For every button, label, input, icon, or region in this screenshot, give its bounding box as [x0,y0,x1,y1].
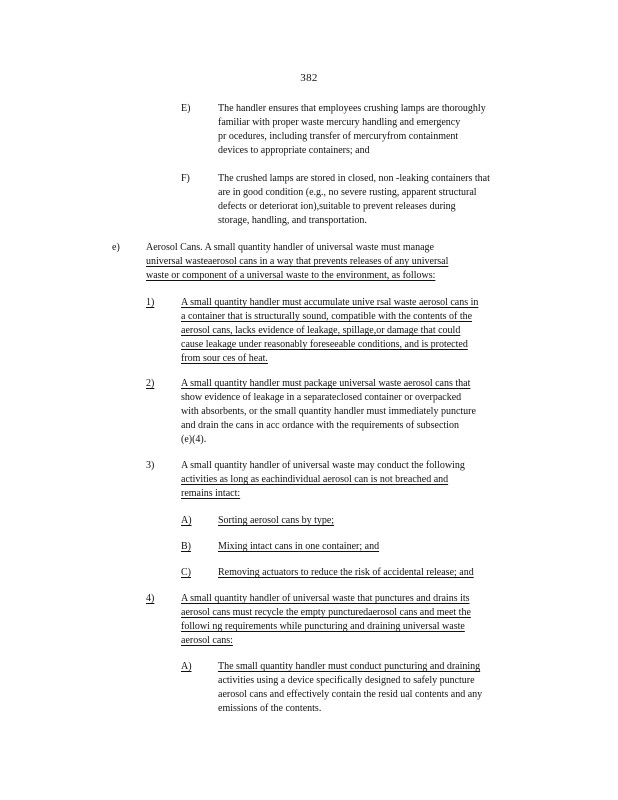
text-line: familiar with proper waste mercury handling and emergency [218,117,461,128]
subsection-e2-text [181,377,531,447]
text-line: aerosol cans must recycle the empty puncturedaerosol cans and meet the [181,607,471,618]
subsection-e4-A-text [218,660,530,716]
text-line: pr ocedures, including transfer of mercuryfrom containment [218,131,459,142]
subsection-e3-label: 3) [146,460,155,471]
subsection-F-label: F) [181,173,190,184]
subsection-e3-C-text [218,566,548,580]
text-line: A small quantity handler of universal waste that punctures and drains its [181,593,470,604]
text-line: waste or component of a universal waste to the environment, as follows: [146,270,436,281]
text-line: aerosol cans: [181,635,233,646]
subsection-e3-text [181,459,519,501]
subsection-e3-B-text [218,540,518,554]
text-line: aerosol cans and effectively contain the resid ual contents and any [218,689,483,700]
subsection-e2-label: 2) [146,378,155,389]
subsection-e3-B-label: B) [181,541,191,552]
text-line: The handler ensures that employees crushing lamps are thoroughly [218,103,486,114]
text-line: are in good condition (e.g., no severe rusting, apparent structural [218,187,477,198]
text-line: storage, handling, and transportation. [218,215,367,226]
text-line: followi ng requirements while puncturing and draining universal waste [181,621,465,632]
text-line: (e)(4). [181,434,207,445]
subsection-e3-C-label: C) [181,567,191,578]
subsection-e4-A-label: A) [181,661,192,672]
text-line: a container that is structurally sound, compatible with the contents of the [181,311,473,322]
subsection-e-text [146,241,512,283]
text-line: The crushed lamps are stored in closed, non -leaking containers that [218,173,490,184]
text-line: activities using a device specifically designed to safely puncture [218,675,475,686]
text-line: activities as long as eachindividual aerosol can is not breached and [181,474,449,485]
subsection-E-text [218,102,532,158]
text-line: emissions of the contents. [218,703,322,714]
text-line: from sour ces of heat. [181,353,268,364]
subsection-e1-text [181,296,536,366]
subsection-F-text [218,172,540,228]
text-line: aerosol cans, lacks evidence of leakage, spillage,or damage that could [181,325,461,336]
text-line: A small quantity handler must package universal waste aerosol cans that [181,378,471,389]
subsection-e1-label: 1) [146,297,155,308]
subsection-E-label: E) [181,103,191,114]
text-line: Removing actuators to reduce the risk of accidental release; and [218,567,474,578]
text-line: universal wasteaerosol cans in a way that prevents releases of any universal [146,256,449,267]
text-line: with absorbents, or the small quantity handler must immediately puncture [181,406,476,417]
text-line: show evidence of leakage in a separateclosed container or overpacked [181,392,462,403]
page-number: 382 [300,72,318,84]
text-line: Aerosol Cans. A small quantity handler of universal waste must manage [146,242,434,253]
text-line: devices to appropriate containers; and [218,145,370,156]
text-line: The small quantity handler must conduct puncturing and draining [218,661,481,672]
subsection-e-label: e) [112,242,120,253]
text-line: cause leakage under reasonably foreseeable conditions, and is protected [181,339,468,350]
text-line: defects or deteriorat ion),suitable to prevent releases during [218,201,456,212]
text-line: Sorting aerosol cans by type; [218,515,335,526]
text-line: A small quantity handler must accumulate unive rsal waste aerosol cans in [181,297,479,308]
subsection-e3-A-text [218,514,518,528]
text-line: A small quantity handler of universal waste may conduct the following [181,460,465,471]
subsection-e3-A-label: A) [181,515,192,526]
subsection-e4-text [181,592,533,648]
text-line: remains intact: [181,488,241,499]
text-line: Mixing intact cans in one container; and [218,541,380,552]
subsection-e4-label: 4) [146,593,155,604]
text-line: and drain the cans in acc ordance with the requirements of subsection [181,420,459,431]
